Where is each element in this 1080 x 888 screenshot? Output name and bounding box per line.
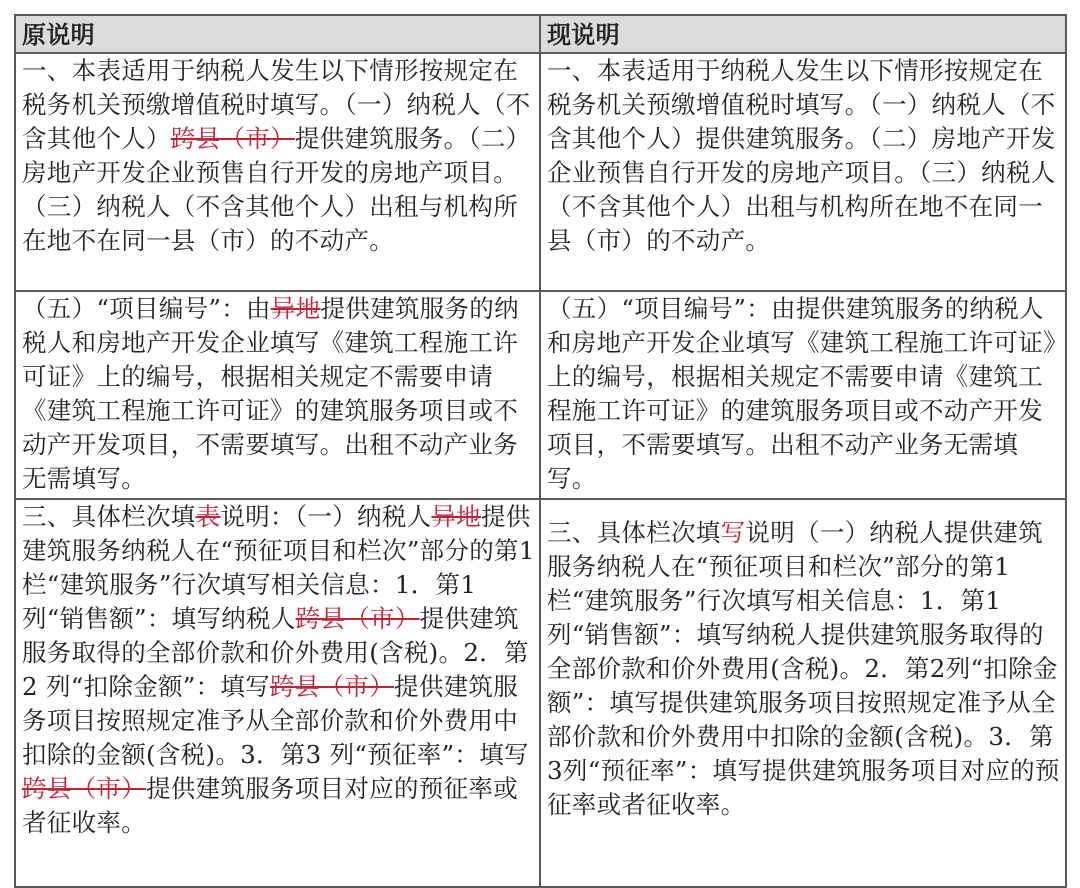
text-segment: 提供建筑服务取得的全部价款和价外费用(含税)。2．第2 列“扣除金额”：填写 — [22, 604, 529, 701]
current-text-cell — [540, 53, 1066, 291]
table-row — [15, 53, 1066, 291]
current-text-cell — [540, 499, 1066, 887]
original-text-cell — [15, 53, 540, 291]
text-segment: 一、本表适用于纳税人发生以下情形按规定在税务机关预缴增值税时填写。（一）纳税人（不含其他个人）提供建筑服务。（二）房地产开发企业预售自行开发的房地产项目。（三）纳税人（不含其他个人）出租与机构所在地不在同一县（市）的不动产。 — [547, 56, 1056, 255]
inserted-text: 写 — [720, 518, 746, 547]
text-segment: 三、具体栏次填 — [22, 502, 196, 531]
deleted-text: 跨县（市） — [270, 672, 395, 701]
text-segment: 说明（一）纳税人提供建筑服务纳税人在“预征项目和栏次”部分的第1栏“建筑服务”行次填写相关信息：1．第1列“销售额”：填写纳税人提供建筑服务取得的全部价款和价外费用(含税)。2．第2列“扣除金额”：填写提供建筑服务项目按照规定准予从全部价款和价外费用中扣除的金额(含税)。3．第3列“预征率”：填写提供建筑服务项目对应的预征率或者征收率。 — [547, 518, 1060, 819]
deleted-text: 异地 — [270, 294, 321, 323]
text-segment: 三、具体栏次填 — [547, 518, 721, 547]
text-segment: （五）“项目编号”：由 — [22, 294, 271, 323]
text-segment: （五）“项目编号”：由提供建筑服务的纳税人和房地产开发企业填写《建筑工程施工许可证》上的编号，根据相关规定不需要申请《建筑工程施工许可证》的建筑服务项目或不动产开发项目，不需要填写。出租不动产业务无需填写。 — [547, 294, 1056, 493]
comparison-table — [14, 14, 1067, 888]
deleted-text: 跨县（市） — [170, 124, 295, 153]
text-segment: 提供建筑服务项目按照规定准予从全部价款和价外费用中扣除的金额(含税)。3．第3 列“预征率”：填写 — [22, 672, 529, 769]
text-segment: 说明：（一）纳税人 — [220, 502, 432, 531]
table-row — [15, 499, 1066, 887]
original-text-cell — [15, 499, 540, 887]
text-segment: 提供建筑服务项目对应的预征率或者征收率。 — [22, 774, 518, 837]
current-text-cell — [540, 291, 1066, 499]
text-segment: 提供建筑服务的纳税人和房地产开发企业填写《建筑工程施工许可证》上的编号，根据相关规定不需要申请《建筑工程施工许可证》的建筑服务项目或不动产开发项目，不需要填写。出租不动产业务无需填写。 — [22, 294, 519, 493]
text-segment: 提供建筑服务纳税人在“预征项目和栏次”部分的第1 栏“建筑服务”行次填写相关信息：1．第1 列“销售额”：填写纳税人 — [22, 502, 535, 633]
text-segment: 一、本表适用于纳税人发生以下情形按规定在税务机关预缴增值税时填写。（一）纳税人（不含其他个人） — [22, 56, 531, 153]
deleted-text: 表 — [195, 502, 221, 531]
header-current: 现说明 — [540, 15, 1066, 53]
table-row — [15, 291, 1066, 499]
header-original: 原说明 — [15, 15, 540, 53]
deleted-text: 跨县（市） — [295, 604, 420, 633]
original-text-cell — [15, 291, 540, 499]
deleted-text: 异地 — [431, 502, 481, 531]
header-row — [15, 15, 1066, 53]
deleted-text: 跨县（市） — [22, 774, 146, 803]
text-segment: 提供建筑服务。（二）房地产开发企业预售自行开发的房地产项目。（三）纳税人（不含其他个人）出租与机构所在地不在同一县（市）的不动产。 — [22, 124, 531, 255]
